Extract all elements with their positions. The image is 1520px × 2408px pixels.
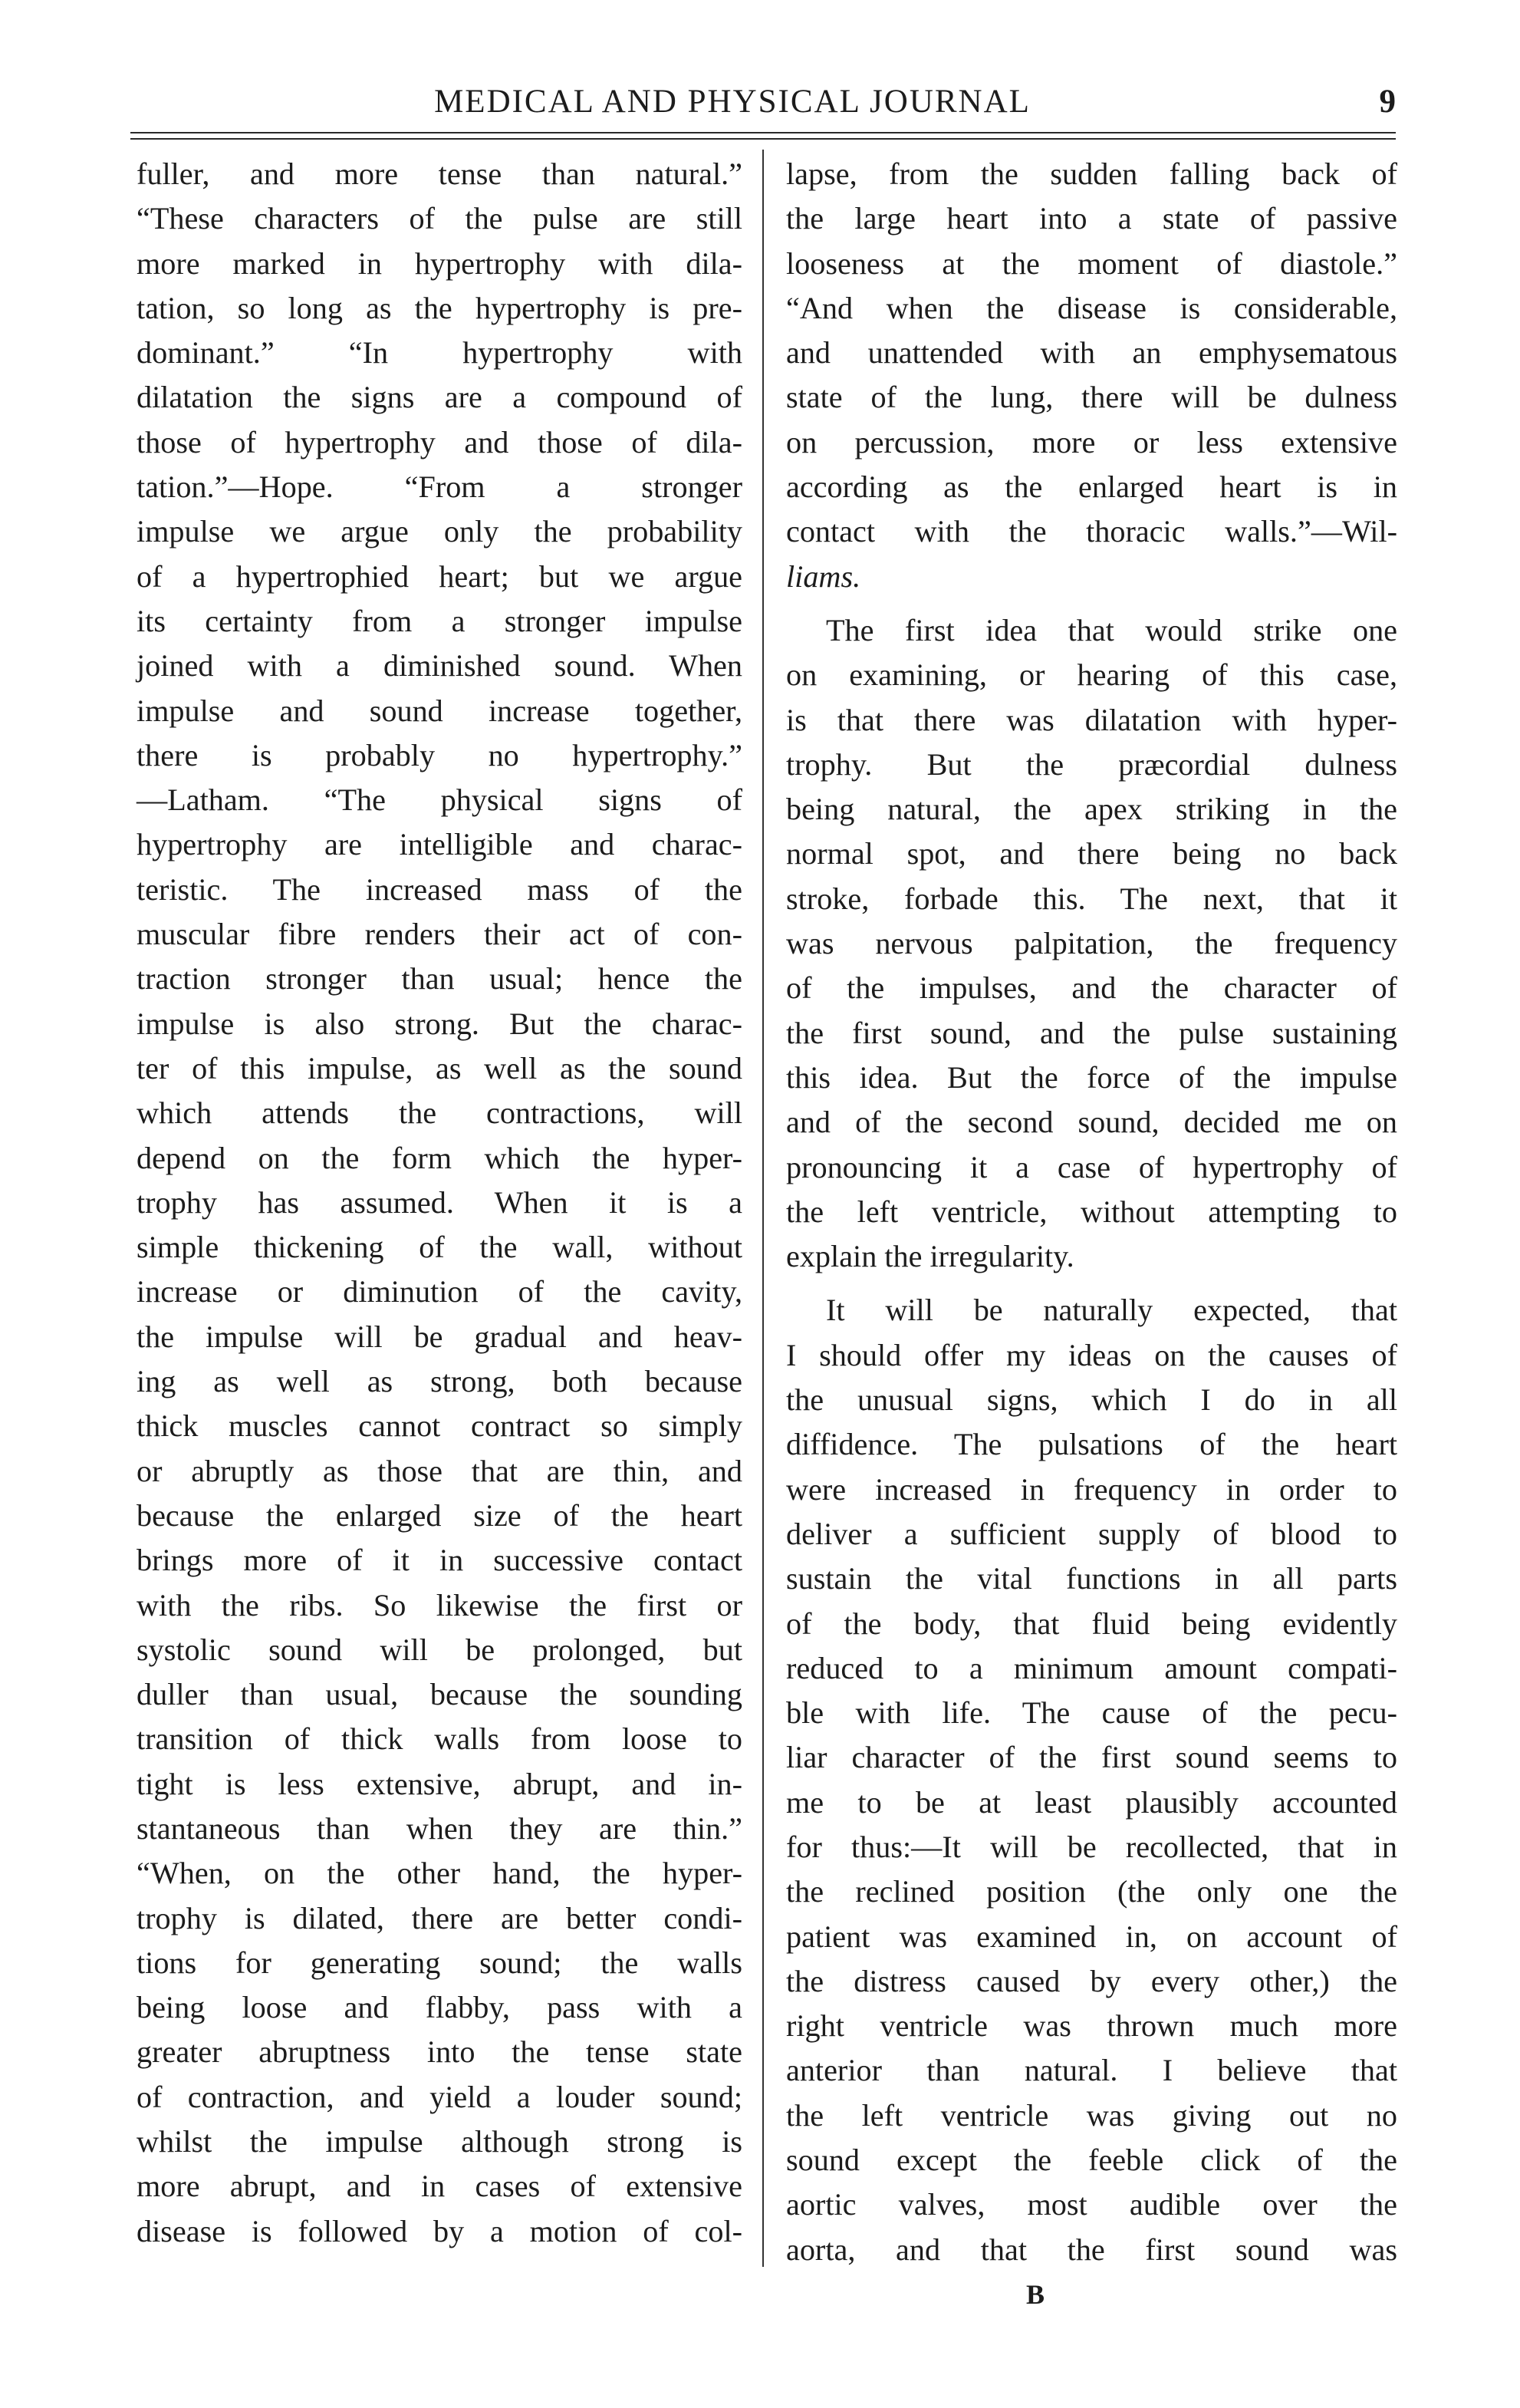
text-line: ble with life. The cause of the pecu-: [786, 1695, 1397, 1731]
text-line: whilst the impulse although strong is: [137, 2124, 742, 2159]
paragraph-first-line: It will be naturally expected, that: [826, 1293, 1397, 1328]
text-line: transition of thick walls from loose to: [137, 1721, 742, 1757]
text-line: on percussion, more or less extensive: [786, 424, 1397, 460]
text-line: of a hypertrophied heart; but we argue: [137, 558, 742, 594]
text-line: stroke, forbade this. The next, that it: [786, 881, 1397, 916]
text-line: the reclined position (the only one the: [786, 1874, 1397, 1909]
page-number: 9: [1379, 84, 1396, 120]
paragraph-first-line: The first idea that would strike one: [826, 612, 1397, 647]
text-line: trophy has assumed. When it is a: [137, 1184, 742, 1220]
text-line: more marked in hypertrophy with dila-: [137, 245, 742, 281]
text-line: “When, on the other hand, the hyper-: [137, 1856, 742, 1891]
right-column: [784, 152, 1397, 2272]
text-line: trophy is dilated, there are better condi-: [137, 1900, 742, 1935]
text-line: ter of this impulse, as well as the sound: [137, 1050, 742, 1085]
text-line: deliver a sufficient supply of blood to: [786, 1516, 1397, 1551]
text-line: aorta, and that the first sound was: [786, 2232, 1397, 2267]
text-line: the large heart into a state of passive: [786, 201, 1397, 236]
text-line: was nervous palpitation, the frequency: [786, 926, 1397, 961]
text-line: me to be at least plausibly accounted: [786, 1784, 1397, 1820]
text-line: teristic. The increased mass of the: [137, 871, 742, 907]
text-line: its certainty from a stronger impulse: [137, 603, 742, 638]
text-line: depend on the form which the hyper-: [137, 1140, 742, 1175]
text-line: and of the second sound, decided me on: [786, 1105, 1397, 1140]
text-line: sound except the feeble click of the: [786, 2143, 1397, 2178]
text-line: and unattended with an emphysematous: [786, 335, 1397, 371]
text-line: this idea. But the force of the impulse: [786, 1059, 1397, 1095]
text-line: the left ventricle was giving out no: [786, 2097, 1397, 2133]
left-column: [137, 152, 742, 2254]
text-line: contact with the thoracic walls.”—Wil-: [786, 514, 1397, 549]
text-line: sustain the vital functions in all parts: [786, 1561, 1397, 1596]
text-line: being loose and flabby, pass with a: [137, 1990, 742, 2025]
text-line: I should offer my ideas on the causes of: [786, 1337, 1397, 1372]
text-line: ing as well as strong, both because: [137, 1364, 742, 1399]
text-line: reduced to a minimum amount compati-: [786, 1650, 1397, 1685]
text-line: the left ventricle, without attempting to: [786, 1194, 1397, 1229]
text-line: looseness at the moment of diastole.”: [786, 245, 1397, 281]
text-line: tions for generating sound; the walls: [137, 1945, 742, 1980]
text-line: on examining, or hearing of this case,: [786, 657, 1397, 693]
text-line: diffidence. The pulsations of the heart: [786, 1427, 1397, 1462]
text-line: joined with a diminished sound. When: [137, 648, 742, 684]
text-line: according as the enlarged heart is in: [786, 469, 1397, 505]
text-line: the first sound, and the pulse sustaining: [786, 1015, 1397, 1050]
text-line: traction stronger than usual; hence the: [137, 961, 742, 996]
text-line: dilatation the signs are a compound of: [137, 380, 742, 415]
text-line: of the impulses, and the character of: [786, 970, 1397, 1006]
text-line: which attends the contractions, will: [137, 1095, 742, 1131]
text-line: simple thickening of the wall, without: [137, 1230, 742, 1265]
text-line: “These characters of the pulse are still: [137, 201, 742, 236]
text-line: of contraction, and yield a louder sound;: [137, 2079, 742, 2114]
text-line: hypertrophy are intelligible and charac-: [137, 827, 742, 862]
text-line: tation.”—Hope. “From a stronger: [137, 469, 742, 505]
text-line: explain the irregularity.: [786, 1239, 1074, 1274]
text-line: of the body, that fluid being evidently: [786, 1606, 1397, 1641]
text-line: duller than usual, because the sounding: [137, 1677, 742, 1712]
text-line: disease is followed by a motion of col-: [137, 2213, 742, 2248]
text-line: muscular fibre renders their act of con-: [137, 917, 742, 952]
text-line: liar character of the first sound seems to: [786, 1740, 1397, 1775]
text-line: anterior than natural. I believe that: [786, 2053, 1397, 2088]
text-line: dominant.” “In hypertrophy with: [137, 335, 742, 371]
text-line: state of the lung, there will be dulness: [786, 380, 1397, 415]
text-line: thick muscles cannot contract so simply: [137, 1408, 742, 1444]
header-rule-bottom: [130, 138, 1396, 140]
text-line: trophy. But the præcordial dulness: [786, 746, 1397, 782]
header-rule-top: [130, 132, 1396, 133]
text-line: pronouncing it a case of hypertrophy of: [786, 1149, 1397, 1184]
text-line: stantaneous than when they are thin.”: [137, 1810, 742, 1846]
text-line: or abruptly as those that are thin, and: [137, 1453, 742, 1488]
text-line: impulse we argue only the probability: [137, 514, 742, 549]
text-line: there is probably no hypertrophy.”: [137, 737, 742, 772]
running-header: [130, 83, 1396, 129]
text-line: being natural, the apex striking in the: [786, 792, 1397, 827]
text-line: those of hypertrophy and those of dila-: [137, 424, 742, 460]
text-line: the unusual signs, which I do in all: [786, 1382, 1397, 1418]
text-line: liams.: [786, 558, 861, 594]
text-line: lapse, from the sudden falling back of: [786, 156, 1397, 191]
text-line: systolic sound will be prolonged, but: [137, 1632, 742, 1667]
text-line: “And when the disease is considerable,: [786, 290, 1397, 325]
text-line: —Latham. “The physical signs of: [137, 782, 742, 818]
text-line: impulse and sound increase together,: [137, 693, 742, 728]
text-line: with the ribs. So likewise the first or: [137, 1587, 742, 1622]
text-line: were increased in frequency in order to: [786, 1471, 1397, 1507]
text-line: because the enlarged size of the heart: [137, 1497, 742, 1533]
text-line: tight is less extensive, abrupt, and in-: [137, 1766, 742, 1801]
text-line: is that there was dilatation with hyper-: [786, 702, 1397, 737]
text-line: for thus:—It will be recollected, that in: [786, 1829, 1397, 1864]
column-divider: [762, 150, 764, 2267]
text-line: patient was examined in, on account of: [786, 1919, 1397, 1954]
text-line: tation, so long as the hypertrophy is pre-: [137, 290, 742, 325]
text-line: impulse is also strong. But the charac-: [137, 1006, 742, 1041]
text-line: more abrupt, and in cases of extensive: [137, 2169, 742, 2204]
signature-mark: B: [1026, 2279, 1045, 2310]
text-line: right ventricle was thrown much more: [786, 2008, 1397, 2044]
text-line: fuller, and more tense than natural.”: [137, 156, 742, 191]
text-line: brings more of it in successive contact: [137, 1543, 742, 1578]
text-line: greater abruptness into the tense state: [137, 2034, 742, 2070]
text-line: the distress caused by every other,) the: [786, 1963, 1397, 1998]
text-line: increase or diminution of the cavity,: [137, 1274, 742, 1309]
journal-title: MEDICAL AND PHYSICAL JOURNAL: [434, 84, 1031, 120]
text-line: normal spot, and there being no back: [786, 836, 1397, 871]
text-line: the impulse will be gradual and heav-: [137, 1319, 742, 1354]
text-line: aortic valves, most audible over the: [786, 2187, 1397, 2222]
